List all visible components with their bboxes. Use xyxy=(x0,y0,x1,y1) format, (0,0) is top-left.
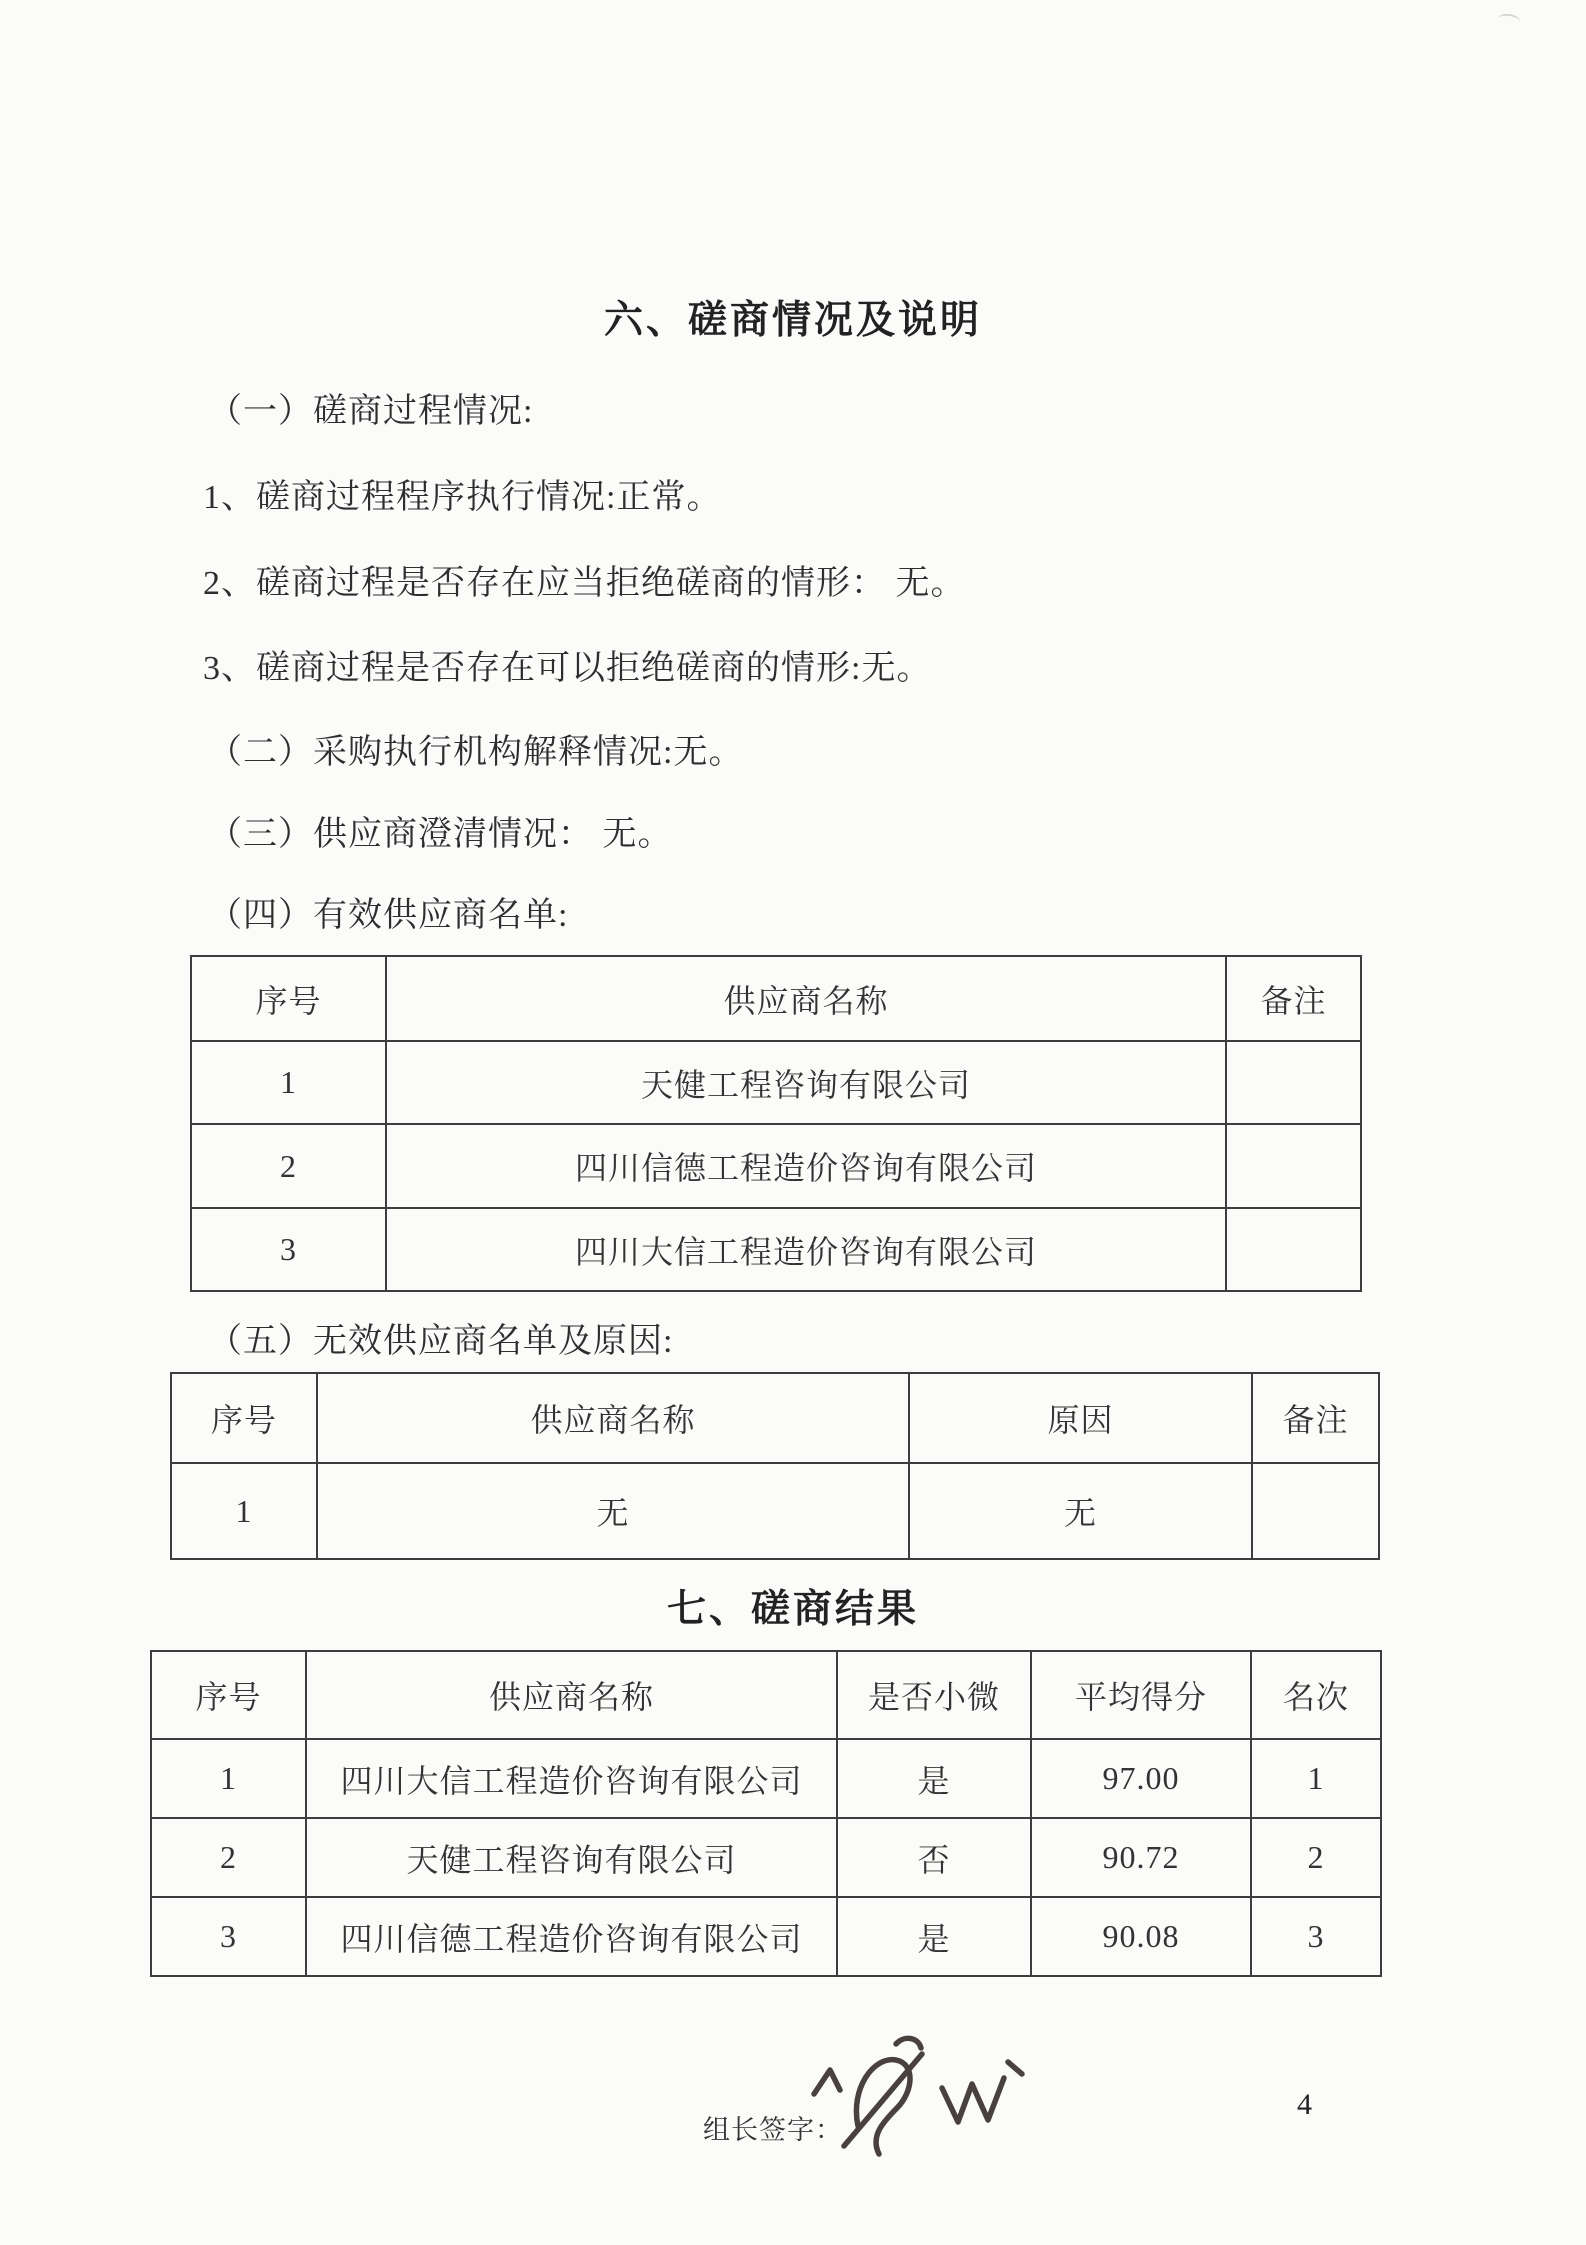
cell-supplier-name: 天健工程咨询有限公司 xyxy=(386,1041,1226,1124)
col-header-seq: 序号 xyxy=(171,1373,317,1463)
cell-remark xyxy=(1226,1208,1361,1291)
col-header-seq: 序号 xyxy=(151,1651,306,1739)
cell-rank: 2 xyxy=(1251,1818,1381,1897)
cell-small-micro: 是 xyxy=(837,1739,1031,1818)
results-table xyxy=(150,1650,1382,1977)
cell-supplier-name: 无 xyxy=(317,1463,909,1559)
cell-supplier-name: 四川大信工程造价咨询有限公司 xyxy=(306,1739,837,1818)
table-row xyxy=(191,1208,1361,1291)
paragraph-invalid-supplier-list: （五）无效供应商名单及原因: xyxy=(208,1323,674,1360)
paragraph-item3: 3、磋商过程是否存在可以拒绝磋商的情形:无。 xyxy=(203,650,932,687)
paragraph-supplier-clarification: （三）供应商澄清情况： 无。 xyxy=(208,816,673,853)
section6-title: 六、磋商情况及说明 xyxy=(603,299,982,342)
table-header-row xyxy=(151,1651,1381,1739)
cell-seq: 2 xyxy=(151,1818,306,1897)
table-header-row xyxy=(171,1373,1379,1463)
paragraph-negotiation-process: （一）磋商过程情况: xyxy=(208,393,534,430)
col-header-remark: 备注 xyxy=(1226,956,1361,1041)
cell-remark xyxy=(1226,1124,1361,1208)
cell-seq: 3 xyxy=(191,1208,386,1291)
cell-remark xyxy=(1252,1463,1379,1559)
col-header-supplier-name: 供应商名称 xyxy=(306,1651,837,1739)
cell-reason: 无 xyxy=(909,1463,1252,1559)
cell-supplier-name: 四川大信工程造价咨询有限公司 xyxy=(386,1208,1226,1291)
cell-supplier-name: 天健工程咨询有限公司 xyxy=(306,1818,837,1897)
page-number: 4 xyxy=(1297,2088,1312,2121)
cell-seq: 3 xyxy=(151,1897,306,1976)
cell-average-score: 90.08 xyxy=(1031,1897,1251,1976)
paragraph-agency-explanation: （二）采购执行机构解释情况:无。 xyxy=(208,734,744,771)
cell-supplier-name: 四川信德工程造价咨询有限公司 xyxy=(386,1124,1226,1208)
table-row xyxy=(191,1041,1361,1124)
col-header-supplier-name: 供应商名称 xyxy=(386,956,1226,1041)
table-row xyxy=(171,1463,1379,1559)
col-header-average-score: 平均得分 xyxy=(1031,1651,1251,1739)
cell-rank: 1 xyxy=(1251,1739,1381,1818)
leader-signature xyxy=(800,2030,1040,2170)
cell-remark xyxy=(1226,1041,1361,1124)
cell-average-score: 90.72 xyxy=(1031,1818,1251,1897)
invalid-suppliers-table xyxy=(170,1372,1380,1560)
cell-average-score: 97.00 xyxy=(1031,1739,1251,1818)
cell-seq: 1 xyxy=(191,1041,386,1124)
cell-supplier-name: 四川信德工程造价咨询有限公司 xyxy=(306,1897,837,1976)
col-header-small-micro: 是否小微 xyxy=(837,1651,1031,1739)
paragraph-item1: 1、磋商过程程序执行情况:正常。 xyxy=(203,479,722,516)
signature-label: 组长签字： xyxy=(703,2115,843,2145)
col-header-reason: 原因 xyxy=(909,1373,1252,1463)
scan-artifact xyxy=(1497,13,1520,28)
cell-small-micro: 否 xyxy=(837,1818,1031,1897)
cell-rank: 3 xyxy=(1251,1897,1381,1976)
cell-seq: 1 xyxy=(171,1463,317,1559)
table-row xyxy=(151,1739,1381,1818)
cell-seq: 1 xyxy=(151,1739,306,1818)
table-row xyxy=(151,1818,1381,1897)
valid-suppliers-table xyxy=(190,955,1362,1292)
col-header-remark: 备注 xyxy=(1252,1373,1379,1463)
table-header-row xyxy=(191,956,1361,1041)
section7-title: 七、磋商结果 xyxy=(666,1588,919,1631)
cell-small-micro: 是 xyxy=(837,1897,1031,1976)
table-row xyxy=(151,1897,1381,1976)
table-row xyxy=(191,1124,1361,1208)
col-header-seq: 序号 xyxy=(191,956,386,1041)
col-header-supplier-name: 供应商名称 xyxy=(317,1373,909,1463)
cell-seq: 2 xyxy=(191,1124,386,1208)
paragraph-valid-supplier-list: （四）有效供应商名单: xyxy=(208,897,569,934)
paragraph-item2: 2、磋商过程是否存在应当拒绝磋商的情形： 无。 xyxy=(203,565,966,602)
col-header-rank: 名次 xyxy=(1251,1651,1381,1739)
